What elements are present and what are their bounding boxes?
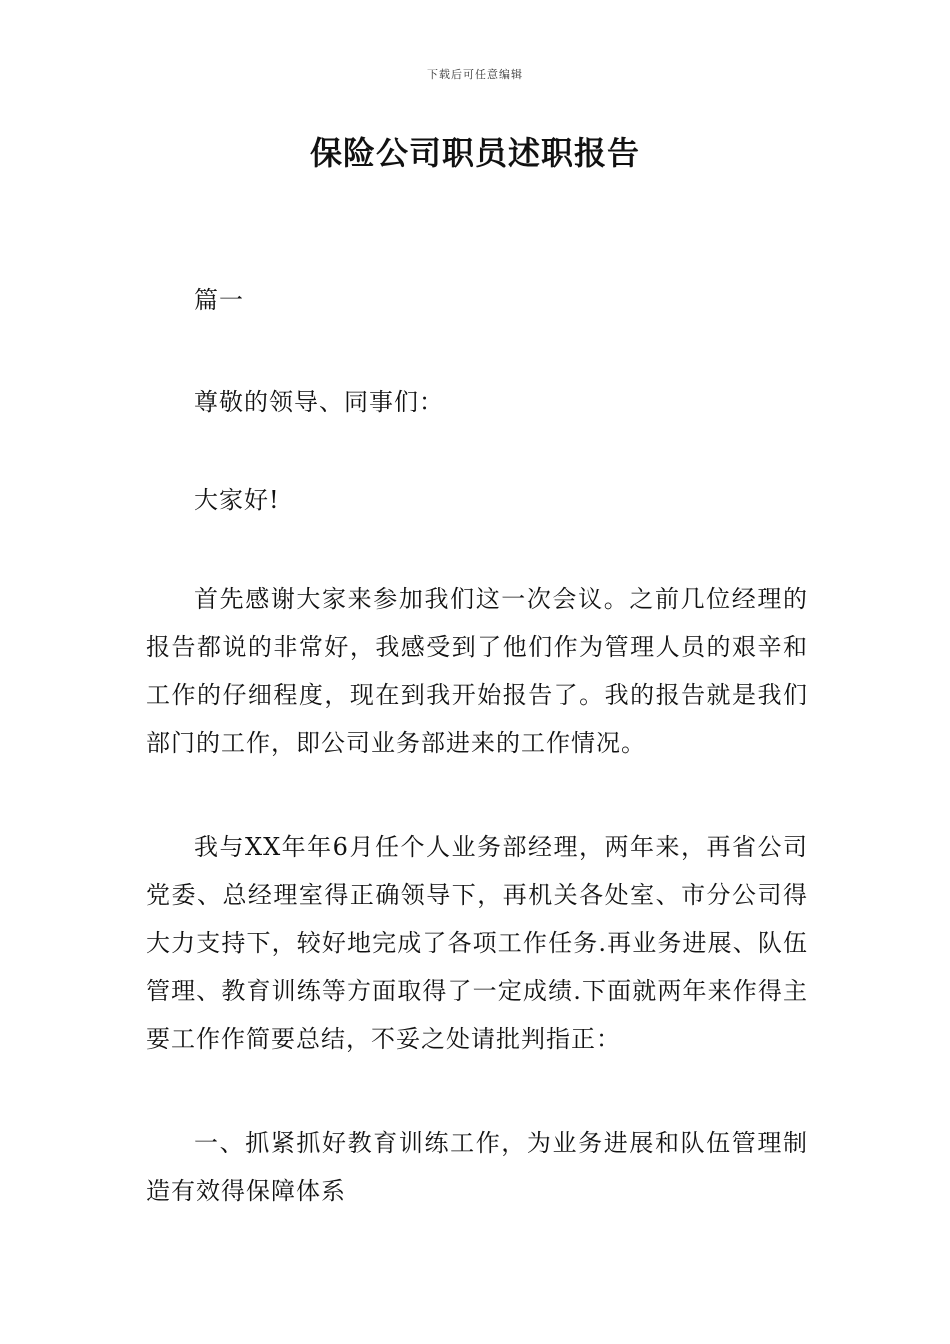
overview-paragraph: 我与XX年年6月任个人业务部经理，两年来，再省公司党委、总经理室得正确领导下，再机关各处室、市分公司得大力支持下，较好地完成了各项工作任务.再业务进展、队伍管理、教育训练等方面取得了一定成绩.下面就两年来作得主要工作作简要总结，不妥之处请批判指正： (146, 833, 808, 1053)
greeting: 大家好! (194, 486, 280, 514)
page-header-note: 下载后可任意编辑 (427, 68, 523, 81)
section-label: 篇一 (194, 286, 244, 314)
section-heading-1: 一、抓紧抓好教育训练工作，为业务进展和队伍管理制造有效得保障体系 (146, 1129, 808, 1205)
document-title: 保险公司职员述职报告 (309, 134, 640, 172)
salutation: 尊敬的领导、同事们： (194, 388, 444, 416)
intro-paragraph: 首先感谢大家来参加我们这一次会议。之前几位经理的报告都说的非常好，我感受到了他们作为管理人员的艰辛和工作的仔细程度，现在到我开始报告了。我的报告就是我们部门的工作，即公司业务部进来的工作情况。 (146, 585, 808, 757)
